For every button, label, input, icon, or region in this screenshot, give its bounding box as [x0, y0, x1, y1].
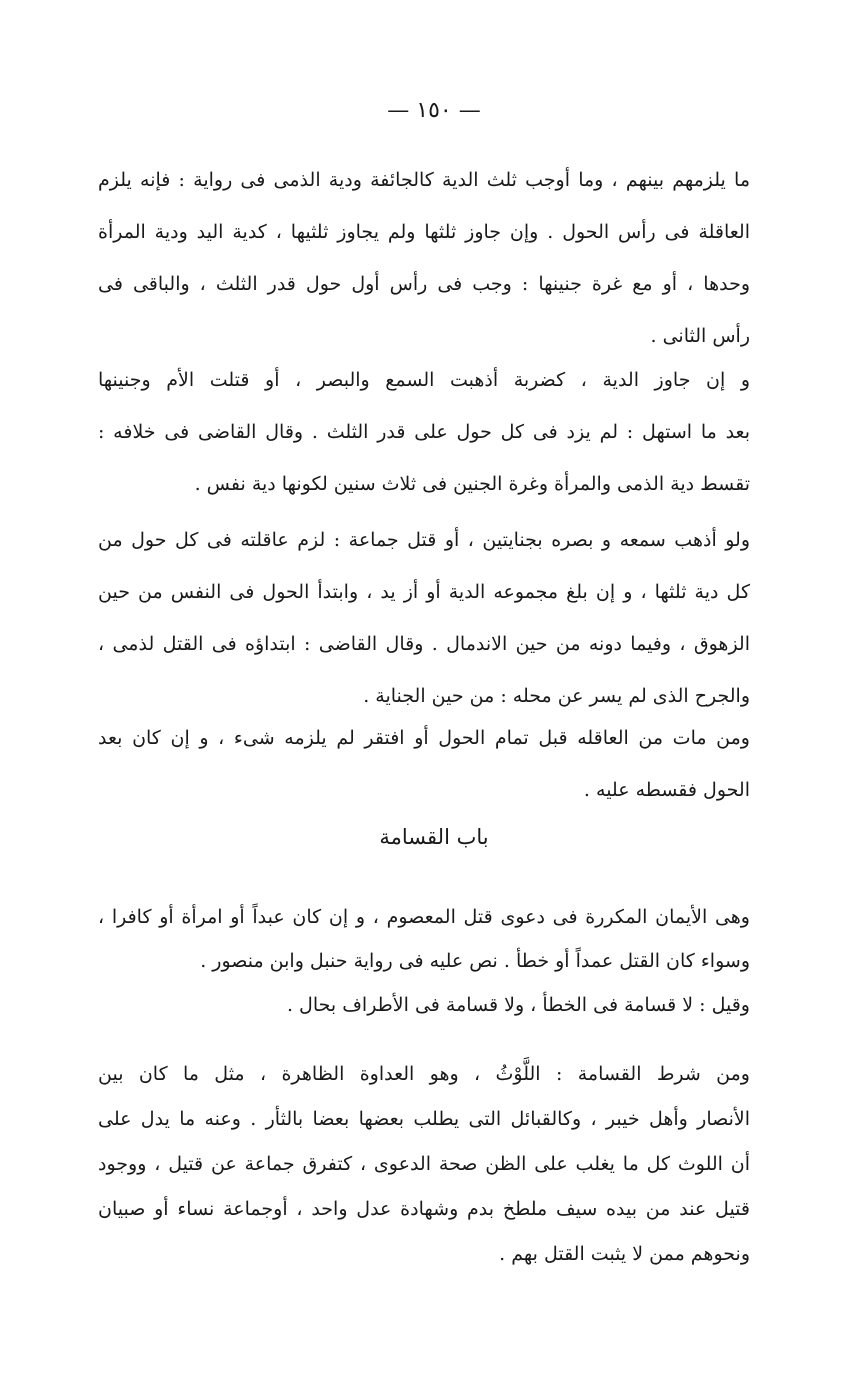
- text-line: بعد ما استهل : لم يزد فى كل حول على قدر الثلث . وقال القاضى فى خلافه :: [98, 421, 750, 443]
- text-line: رأس الثانى .: [650, 325, 750, 347]
- text-line: الأنصار وأهل خيبر ، وكالقبائل التى يطلب بعضها بعضا بالثأر . وعنه ما يدل على: [98, 1108, 750, 1130]
- text-line: وسواء كان القتل عمداً أو خطأ . نص عليه فى رواية حنبل وابن منصور .: [200, 950, 750, 972]
- text-line: وهى الأيمان المكررة فى دعوى قتل المعصوم ، و إن كان عبداً أو امرأة أو كافرا ،: [98, 906, 750, 928]
- text-line: الحول فقسطه عليه .: [583, 779, 750, 801]
- text-line: ومن شرط القسامة : اللَّوْثُ ، وهو العداوة الظاهرة ، مثل ما كان بين: [98, 1063, 750, 1085]
- text-line: ونحوهم ممن لا يثبت القتل بهم .: [499, 1243, 750, 1265]
- text-line: تقسط دية الذمى والمرأة وغرة الجنين فى ثلاث سنين لكونها دية نفس .: [194, 473, 750, 495]
- section-heading: باب القسامة: [379, 825, 489, 849]
- text-line: وحدها ، أو مع غرة جنينها : وجب فى رأس أول حول قدر الثلث ، والباقى فى: [98, 273, 750, 295]
- text-line: كل دية ثلثها ، و إن بلغ مجموعه الدية أو أز يد ، وابتدأ الحول فى النفس من حين: [98, 581, 750, 603]
- text-line: العاقلة فى رأس الحول . وإن جاوز ثلثها ولم يجاوز ثلثيها ، كدية اليد ودية المرأة: [98, 221, 750, 243]
- paragraph-5: [98, 895, 750, 1027]
- text-line: ما يلزمهم بينهم ، وما أوجب ثلث الدية كالجائفة ودية الذمى فى رواية : فإنه يلزم: [98, 169, 750, 191]
- page-number: — ١٥٠ —: [387, 98, 481, 123]
- paragraph-3: [98, 514, 750, 722]
- paragraph-1: [98, 154, 750, 362]
- text-line: الزهوق ، وفيما دونه من حين الاندمال . وقال القاضى : ابتداؤه فى القتل لذمى ،: [98, 633, 750, 655]
- text-line: ولو أذهب سمعه و بصره بجنايتين ، أو قتل جماعة : لزم عاقلته فى كل حول من: [98, 529, 750, 551]
- text-line: قتيل عند من بيده سيف ملطخ بدم وشهادة عدل واحد ، أوجماعة نساء أو صبيان: [98, 1198, 750, 1220]
- paragraph-4: [98, 712, 750, 816]
- paragraph-6: [98, 1052, 750, 1277]
- text-line: ومن مات من العاقله قبل تمام الحول أو افتقر لم يلزمه شىء ، و إن كان بعد: [98, 727, 750, 749]
- text-line: وقيل : لا قسامة فى الخطأ ، ولا قسامة فى الأطراف بحال .: [286, 994, 750, 1016]
- text-line: و إن جاوز الدية ، كضربة أذهبت السمع والبصر ، أو قتلت الأم وجنينها: [98, 369, 750, 391]
- text-line: والجرح الذى لم يسر عن محله : من حين الجناية .: [363, 685, 750, 707]
- text-line: أن اللوث كل ما يغلب على الظن صحة الدعوى ، كتفرق جماعة عن قتيل ، ووجود: [98, 1153, 750, 1175]
- paragraph-2: [98, 354, 750, 510]
